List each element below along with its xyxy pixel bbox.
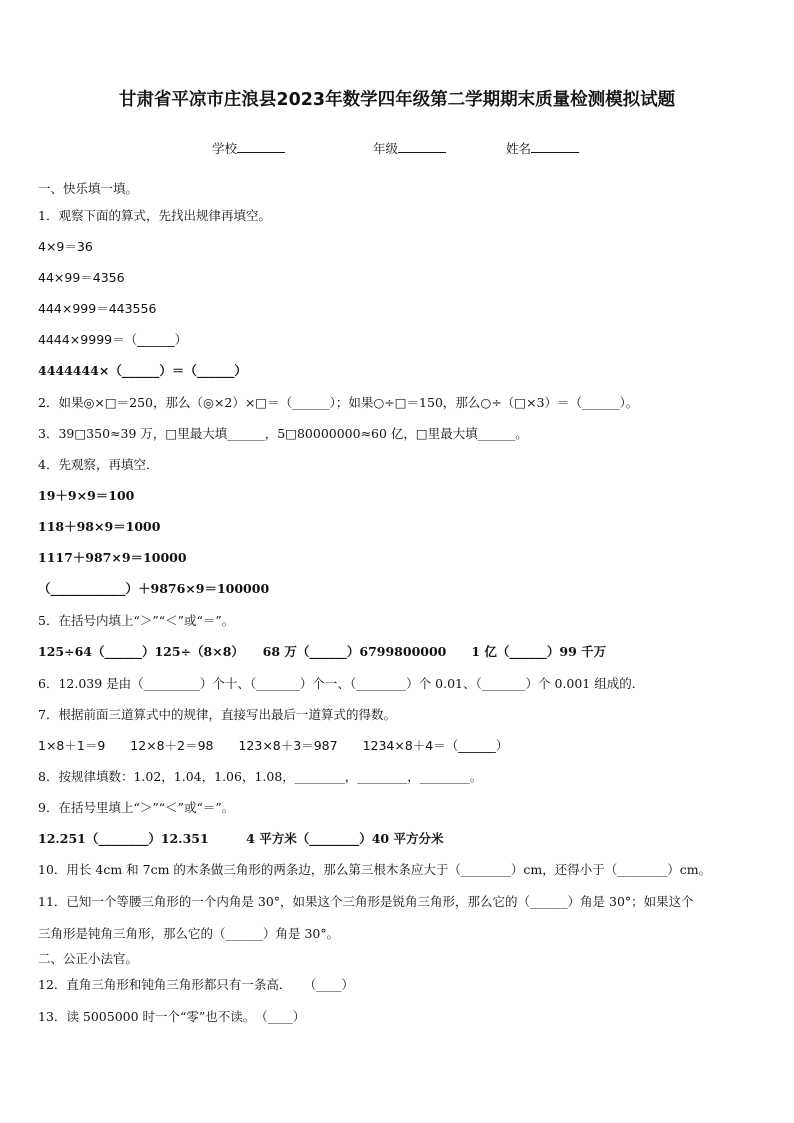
question-1-line-2: 44×99＝4356 — [38, 270, 125, 285]
question-4-line-1: 19＋9×9＝100 — [38, 488, 135, 503]
question-10: 10．用长 4cm 和 7cm 的木条做三角形的两条边，那么第三根木条应大于（________）cm，还得小于（________）cm。 — [38, 862, 712, 877]
question-3: 3．39□350≈39 万，□里最大填______，5□80000000≈60 亿，□里最大填______。 — [38, 426, 528, 441]
question-4-prompt: 4．先观察，再填空． — [38, 457, 159, 472]
student-info-row — [0, 139, 794, 159]
question-1-line-5: 4444444×（______）＝（______） — [38, 363, 247, 378]
name-field — [506, 139, 579, 157]
question-7-prompt: 7．根据前面三道算式中的规律，直接写出最后一道算式的得数。 — [38, 707, 396, 722]
name-label: 姓名 — [506, 141, 532, 156]
question-4-line-3: 1117＋987×9＝10000 — [38, 550, 187, 565]
question-11-line-1: 11．已知一个等腰三角形的一个内角是 30°，如果这个三角形是锐角三角形，那么它的（______）角是 30°；如果这个 — [38, 894, 694, 909]
school-blank[interactable] — [237, 140, 285, 153]
page-title: 甘肃省平凉市庄浪县2023年数学四年级第二学期期末质量检测模拟试题 — [118, 90, 676, 110]
section-heading-true-false: 二、公正小法官。 — [38, 951, 139, 966]
question-9-line: 12.251（________）12.351 4 平方米（________）40 平方分米 — [38, 831, 444, 846]
question-5-line: 125÷64（______）125÷（8×8） 68 万（______）6799800000 1 亿（______）99 千万 — [38, 644, 607, 659]
question-2: 2．如果◎×□＝250，那么（◎×2）×□＝（______）；如果○÷□＝150，那么○÷（□×3）＝（______）。 — [38, 395, 639, 410]
question-1-line-3: 444×999＝443556 — [38, 301, 157, 316]
question-8: 8．按规律填数：1.02，1.04，1.06，1.08，________，________，________。 — [38, 769, 483, 784]
grade-field — [373, 139, 446, 157]
school-field — [212, 139, 285, 157]
question-4-line-4: （____________）＋9876×9＝100000 — [38, 581, 270, 596]
question-9-prompt: 9．在括号里填上“＞”“＜”或“＝”。 — [38, 800, 235, 815]
question-1-prompt: 1．观察下面的算式，先找出规律再填空。 — [38, 208, 271, 223]
grade-label: 年级 — [373, 141, 399, 156]
name-blank[interactable] — [531, 140, 579, 153]
section-heading-fill-in: 一、快乐填一填。 — [38, 181, 139, 196]
question-7-line: 1×8＋1＝9 12×8＋2＝98 123×8＋3＝987 1234×8＋4＝（______） — [38, 738, 509, 753]
question-1-line-4: 4444×9999＝（______） — [38, 332, 188, 347]
question-13: 13．读 5005000 时一个“零”也不读。 （____） — [38, 1009, 306, 1024]
question-11-line-2: 三角形是钝角三角形，那么它的（______）角是 30°。 — [38, 926, 340, 941]
question-12: 12．直角三角形和钝角三角形都只有一条高． （____） — [38, 977, 354, 992]
question-4-line-2: 118＋98×9＝1000 — [38, 519, 161, 534]
grade-blank[interactable] — [398, 140, 446, 153]
question-6: 6．12.039 是由（_________）个十、（_______）个一、（________）个 0.01、（_______）个 0.001 组成的． — [38, 676, 645, 691]
question-5-prompt: 5．在括号内填上“＞”“＜”或“＝”。 — [38, 613, 235, 628]
question-1-line-1: 4×9＝36 — [38, 239, 93, 254]
school-label: 学校 — [212, 141, 238, 156]
